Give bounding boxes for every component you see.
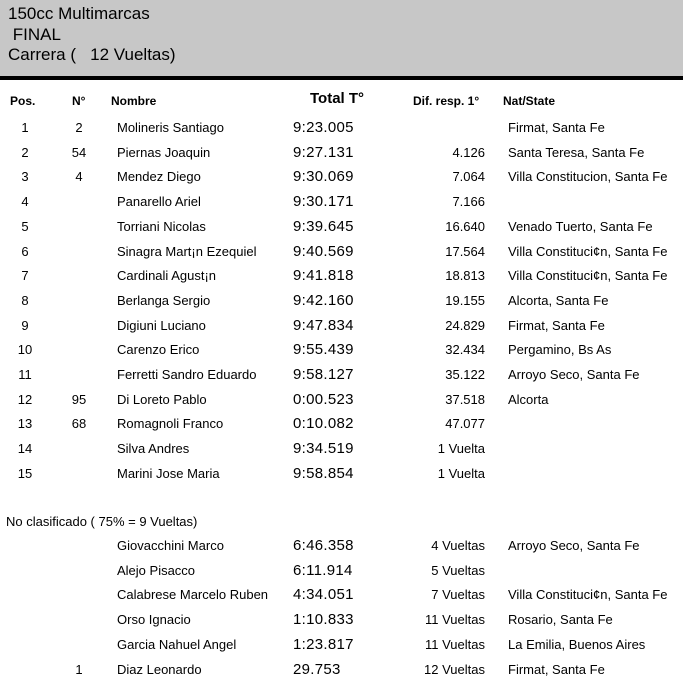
row-position: 12 xyxy=(17,391,33,407)
row-gap-to-leader: 37.518 xyxy=(445,391,485,407)
col-header-nat: Nat/State xyxy=(503,94,556,108)
col-header-dif: Dif. resp. 1° xyxy=(413,94,480,108)
row-car-number: 2 xyxy=(75,120,83,135)
col-header-name: Nombre xyxy=(111,94,157,108)
row-gap-to-leader: 32.434 xyxy=(445,342,485,358)
table-row xyxy=(0,120,683,144)
row-driver-name: Digiuni Luciano xyxy=(117,317,206,333)
table-row xyxy=(0,637,683,661)
row-driver-name: Piernas Joaquin xyxy=(117,144,211,160)
table-row xyxy=(0,367,683,391)
row-total-time: 1:23.817 xyxy=(293,635,354,653)
row-total-time: 1:10.833 xyxy=(293,611,354,629)
table-row xyxy=(0,293,683,317)
row-driver-name: Carenzo Erico xyxy=(117,342,200,358)
table-row xyxy=(0,392,683,416)
row-driver-name: Silva Andres xyxy=(117,441,190,457)
row-nat-state: Villa Constituci¢n, Santa Fe xyxy=(508,268,668,284)
row-position: 11 xyxy=(18,367,32,382)
row-total-time: 9:39.645 xyxy=(293,217,354,235)
row-total-time: 9:34.519 xyxy=(293,440,354,458)
row-gap-to-leader: 35.122 xyxy=(445,367,485,382)
row-total-time: 4:34.051 xyxy=(293,586,354,604)
table-row xyxy=(0,342,683,366)
row-nat-state: La Emilia, Buenos Aires xyxy=(508,636,646,652)
race-laps-title: Carrera ( 12 Vueltas) xyxy=(8,45,176,64)
row-car-number: 54 xyxy=(71,144,87,160)
row-position: 9 xyxy=(21,317,29,333)
row-position: 6 xyxy=(21,243,29,259)
table-row xyxy=(0,194,683,218)
row-driver-name: Cardinali Agust¡n xyxy=(117,268,216,284)
col-header-pos: Pos. xyxy=(10,94,36,108)
row-total-time: 29.753 xyxy=(293,660,341,678)
table-row xyxy=(0,587,683,611)
table-row xyxy=(0,416,683,440)
row-total-time: 0:00.523 xyxy=(293,390,354,408)
row-total-time: 9:40.569 xyxy=(293,242,354,260)
row-driver-name: Calabrese Marcelo Ruben xyxy=(117,587,269,603)
row-gap-to-leader: 12 Vueltas xyxy=(424,661,485,677)
category-title: 150cc Multimarcas xyxy=(8,4,150,23)
row-position: 2 xyxy=(21,144,29,160)
row-position: 1 xyxy=(21,120,29,135)
table-row xyxy=(0,563,683,587)
row-gap-to-leader: 7.166 xyxy=(452,194,485,210)
row-driver-name: Sinagra Mart¡n Ezequiel xyxy=(117,243,257,259)
row-nat-state: Villa Constituci¢n, Santa Fe xyxy=(508,587,668,603)
row-position: 14 xyxy=(17,441,33,457)
row-position: 5 xyxy=(21,218,29,234)
row-position: 15 xyxy=(17,465,33,481)
row-gap-to-leader: 11 Vueltas xyxy=(425,636,485,652)
table-row xyxy=(0,538,683,562)
row-gap-to-leader: 7.064 xyxy=(452,169,485,185)
row-total-time: 9:27.131 xyxy=(293,143,354,161)
row-nat-state: Alcorta xyxy=(508,391,549,407)
row-nat-state: Pergamino, Bs As xyxy=(508,342,612,358)
row-nat-state: Rosario, Santa Fe xyxy=(508,612,613,628)
row-nat-state: Venado Tuerto, Santa Fe xyxy=(508,218,653,234)
row-gap-to-leader: 11 Vueltas xyxy=(425,612,485,628)
row-total-time: 0:10.082 xyxy=(293,415,354,433)
row-total-time: 6:11.914 xyxy=(293,561,353,579)
col-header-total: Total T° xyxy=(310,90,365,107)
row-driver-name: Alejo Pisacco xyxy=(117,562,196,578)
row-car-number: 95 xyxy=(71,391,87,407)
row-driver-name: Torriani Nicolas xyxy=(117,218,206,234)
row-driver-name: Romagnoli Franco xyxy=(117,416,224,432)
row-total-time: 9:58.854 xyxy=(293,464,354,482)
row-car-number: 68 xyxy=(71,416,87,432)
row-nat-state: Firmat, Santa Fe xyxy=(508,120,605,135)
row-driver-name: Garcia Nahuel Angel xyxy=(117,636,237,652)
row-total-time: 9:55.439 xyxy=(293,341,354,359)
col-header-num: N° xyxy=(72,94,86,108)
row-driver-name: Marini Jose Maria xyxy=(117,465,220,481)
row-gap-to-leader: 16.640 xyxy=(445,218,485,234)
row-car-number: 4 xyxy=(75,169,83,185)
row-gap-to-leader: 1 Vuelta xyxy=(437,441,485,457)
unclassified-label: No clasificado ( 75% = 9 Vueltas) xyxy=(6,514,198,529)
row-position: 3 xyxy=(21,169,29,185)
row-driver-name: Giovacchini Marco xyxy=(117,538,224,553)
row-gap-to-leader: 18.813 xyxy=(445,268,485,284)
header-divider xyxy=(0,76,683,80)
table-row xyxy=(0,612,683,636)
row-total-time: 9:58.127 xyxy=(293,366,354,383)
row-driver-name: Molineris Santiago xyxy=(117,120,224,135)
row-driver-name: Berlanga Sergio xyxy=(117,292,211,308)
table-row xyxy=(0,268,683,292)
row-gap-to-leader: 47.077 xyxy=(445,416,485,432)
session-title: FINAL xyxy=(8,25,61,44)
row-car-number: 1 xyxy=(75,661,83,677)
row-nat-state: Santa Teresa, Santa Fe xyxy=(508,144,645,160)
row-driver-name: Ferretti Sandro Eduardo xyxy=(117,367,257,382)
row-position: 13 xyxy=(17,416,33,432)
row-position: 4 xyxy=(21,194,29,210)
table-row xyxy=(0,169,683,193)
table-row xyxy=(0,441,683,465)
row-gap-to-leader: 7 Vueltas xyxy=(431,587,485,603)
row-gap-to-leader: 4.126 xyxy=(452,144,485,160)
row-gap-to-leader: 4 Vueltas xyxy=(431,538,485,553)
row-position: 8 xyxy=(21,292,29,308)
row-total-time: 9:30.171 xyxy=(293,193,354,211)
row-nat-state: Villa Constituci¢n, Santa Fe xyxy=(508,243,668,259)
row-gap-to-leader: 17.564 xyxy=(445,243,485,259)
row-total-time: 9:23.005 xyxy=(293,119,354,136)
table-row xyxy=(0,318,683,342)
row-nat-state: Firmat, Santa Fe xyxy=(508,661,605,677)
row-nat-state: Villa Constitucion, Santa Fe xyxy=(508,169,668,185)
row-driver-name: Diaz Leonardo xyxy=(117,661,202,677)
row-gap-to-leader: 19.155 xyxy=(445,292,485,308)
row-driver-name: Panarello Ariel xyxy=(117,194,201,210)
row-nat-state: Arroyo Seco, Santa Fe xyxy=(508,538,640,553)
row-total-time: 9:47.834 xyxy=(293,316,354,334)
row-total-time: 9:41.818 xyxy=(293,267,354,285)
row-position: 10 xyxy=(17,342,33,358)
row-total-time: 9:42.160 xyxy=(293,291,354,309)
row-gap-to-leader: 1 Vuelta xyxy=(437,465,485,481)
row-nat-state: Firmat, Santa Fe xyxy=(508,317,605,333)
row-driver-name: Orso Ignacio xyxy=(117,612,191,628)
row-driver-name: Mendez Diego xyxy=(117,169,201,185)
row-nat-state: Alcorta, Santa Fe xyxy=(508,292,609,308)
row-driver-name: Di Loreto Pablo xyxy=(117,391,207,407)
row-gap-to-leader: 5 Vueltas xyxy=(431,562,485,578)
results-header xyxy=(0,0,683,76)
row-nat-state: Arroyo Seco, Santa Fe xyxy=(508,367,640,382)
table-row xyxy=(0,466,683,490)
table-row xyxy=(0,145,683,169)
row-total-time: 9:30.069 xyxy=(293,168,354,186)
row-position: 7 xyxy=(21,268,29,284)
row-total-time: 6:46.358 xyxy=(293,537,354,554)
table-row xyxy=(0,219,683,243)
row-gap-to-leader: 24.829 xyxy=(445,317,485,333)
table-row xyxy=(0,244,683,268)
